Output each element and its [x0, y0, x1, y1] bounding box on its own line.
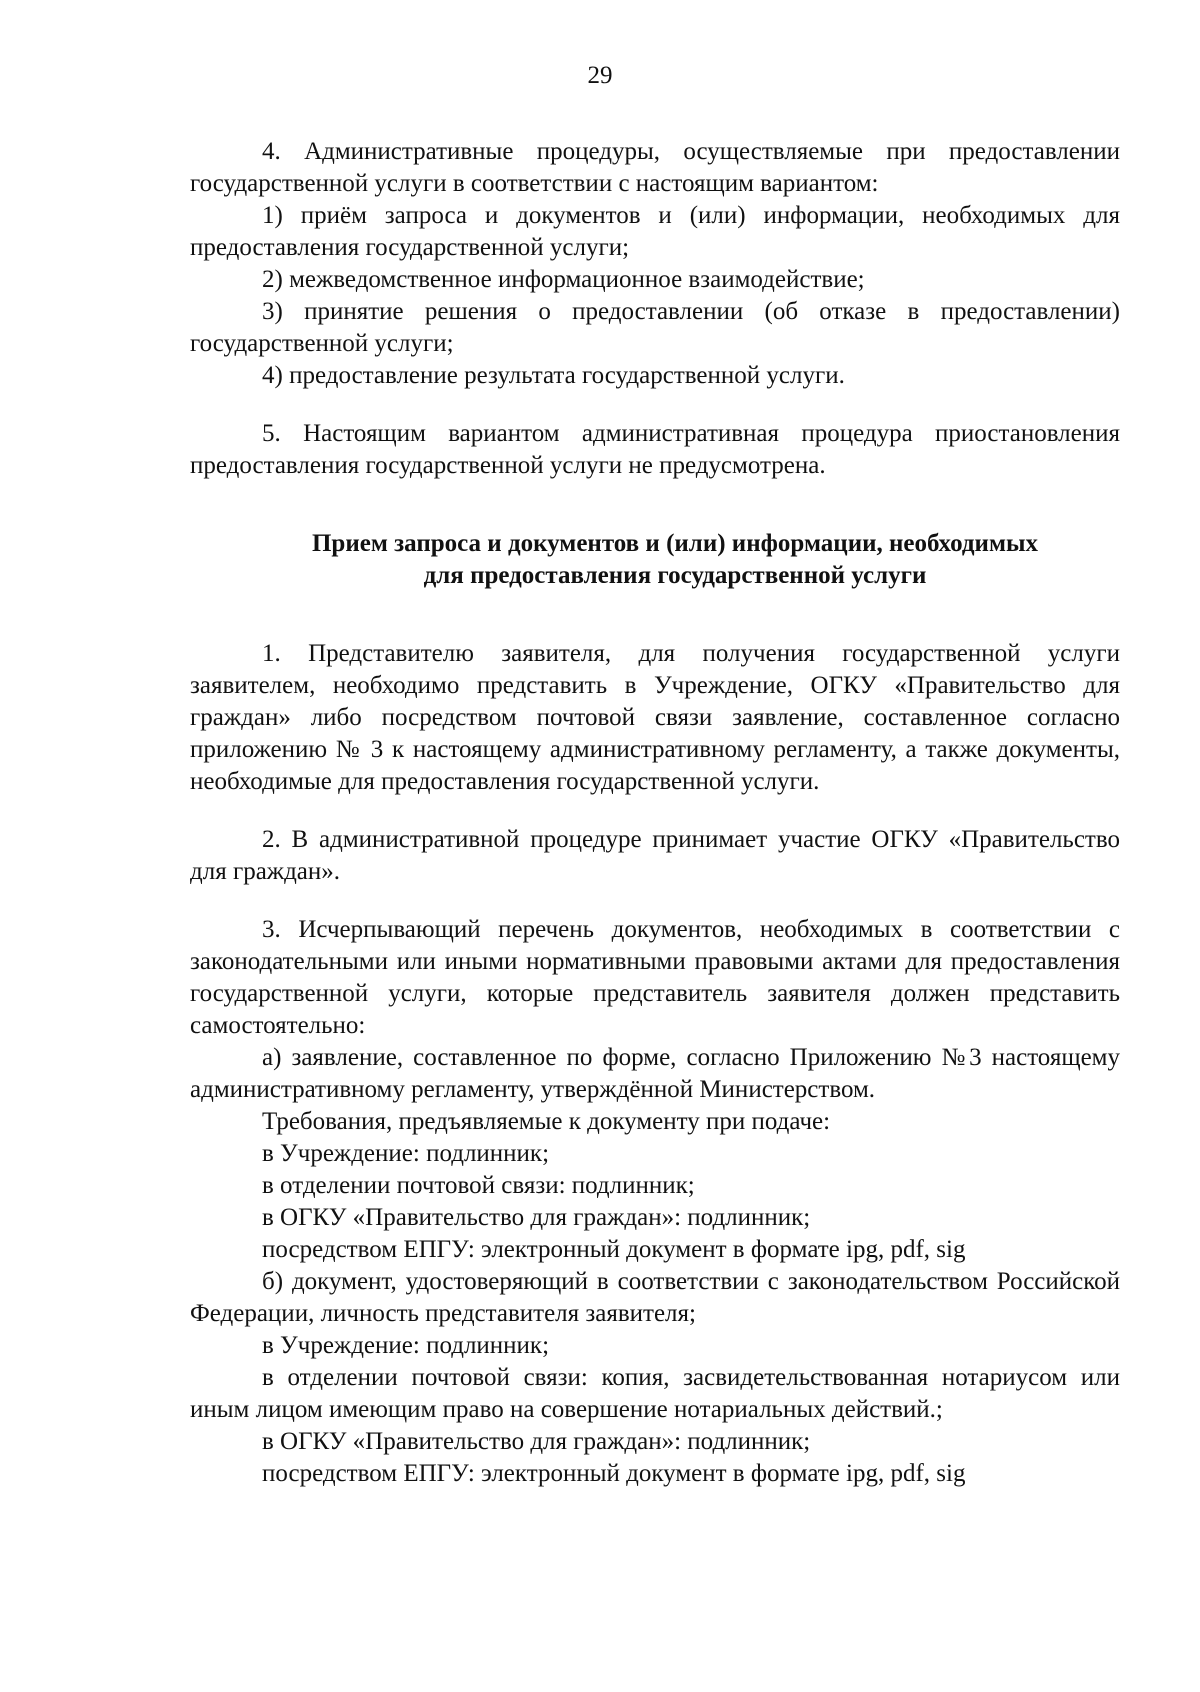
- requirement-a-institution: в Учреждение: подлинник;: [262, 1140, 550, 1167]
- list-item-3: 3) принятие решения о предоставлении (об отказе в предоставлении) государственной услуги;: [190, 298, 1120, 357]
- paragraph-1-submission: 1. Представителю заявителя, для получения государственной услуги заявителем, необходимо представить в Учреждение, ОГКУ «Правительство для граждан» либо посредством почтовой связи заявление, составленное согласно приложению № 3 к настоящему административному регламенту, а также документы, необходимые для предоставления государственной услуги.: [190, 640, 1120, 795]
- section-heading-line-2: для предоставления государственной услуги: [423, 562, 927, 589]
- section-heading-line-1: Прием запроса и документов и (или) информации, необходимых: [311, 530, 1038, 557]
- requirements-intro: Требования, предъявляемые к документу при подаче:: [262, 1108, 831, 1135]
- requirement-a-post: в отделении почтовой связи: подлинник;: [262, 1172, 695, 1199]
- requirement-b-epgu: посредством ЕПГУ: электронный документ в формате ipg, pdf, sig: [262, 1460, 966, 1487]
- requirement-b-post: в отделении почтовой связи: копия, засвидетельствованная нотариусом или иным лицом имеющим право на совершение нотариальных действий.;: [190, 1364, 1120, 1423]
- document-body: [190, 136, 1120, 1490]
- list-item-4: 4) предоставление результата государственной услуги.: [262, 362, 845, 389]
- list-item-1: 1) приём запроса и документов и (или) информации, необходимых для предоставления государственной услуги;: [190, 202, 1120, 261]
- paragraph-3-document-list: 3. Исчерпывающий перечень документов, необходимых в соответствии с законодательными или иными нормативными правовыми актами для предоставления государственной услуги, которые представитель заявителя должен представить самостоятельно:: [190, 916, 1120, 1039]
- page-number: 29: [587, 62, 613, 89]
- paragraph-2-participation: 2. В административной процедуре принимает участие ОГКУ «Правительство для граждан».: [190, 826, 1120, 885]
- requirement-b-institution: в Учреждение: подлинник;: [262, 1332, 550, 1359]
- requirement-a-epgu: посредством ЕПГУ: электронный документ в формате ipg, pdf, sig: [262, 1236, 966, 1263]
- requirement-a-ogku: в ОГКУ «Правительство для граждан»: подлинник;: [262, 1204, 811, 1231]
- requirement-b-ogku: в ОГКУ «Правительство для граждан»: подлинник;: [262, 1428, 811, 1455]
- list-item-a-application: а) заявление, составленное по форме, согласно Приложению №3 настоящему административному регламенту, утверждённой Министерством.: [190, 1044, 1120, 1103]
- paragraph-4-procedures: 4. Административные процедуры, осуществляемые при предоставлении государственной услуги в соответствии с настоящим вариантом:: [190, 138, 1120, 197]
- list-item-2: 2) межведомственное информационное взаимодействие;: [262, 266, 865, 293]
- list-item-b-identity-document: б) документ, удостоверяющий в соответствии с законодательством Российской Федерации, личность представителя заявителя;: [190, 1268, 1120, 1327]
- paragraph-5-suspension: 5. Настоящим вариантом административная процедура приостановления предоставления государственной услуги не предусмотрена.: [190, 420, 1120, 479]
- section-heading: [190, 528, 1120, 592]
